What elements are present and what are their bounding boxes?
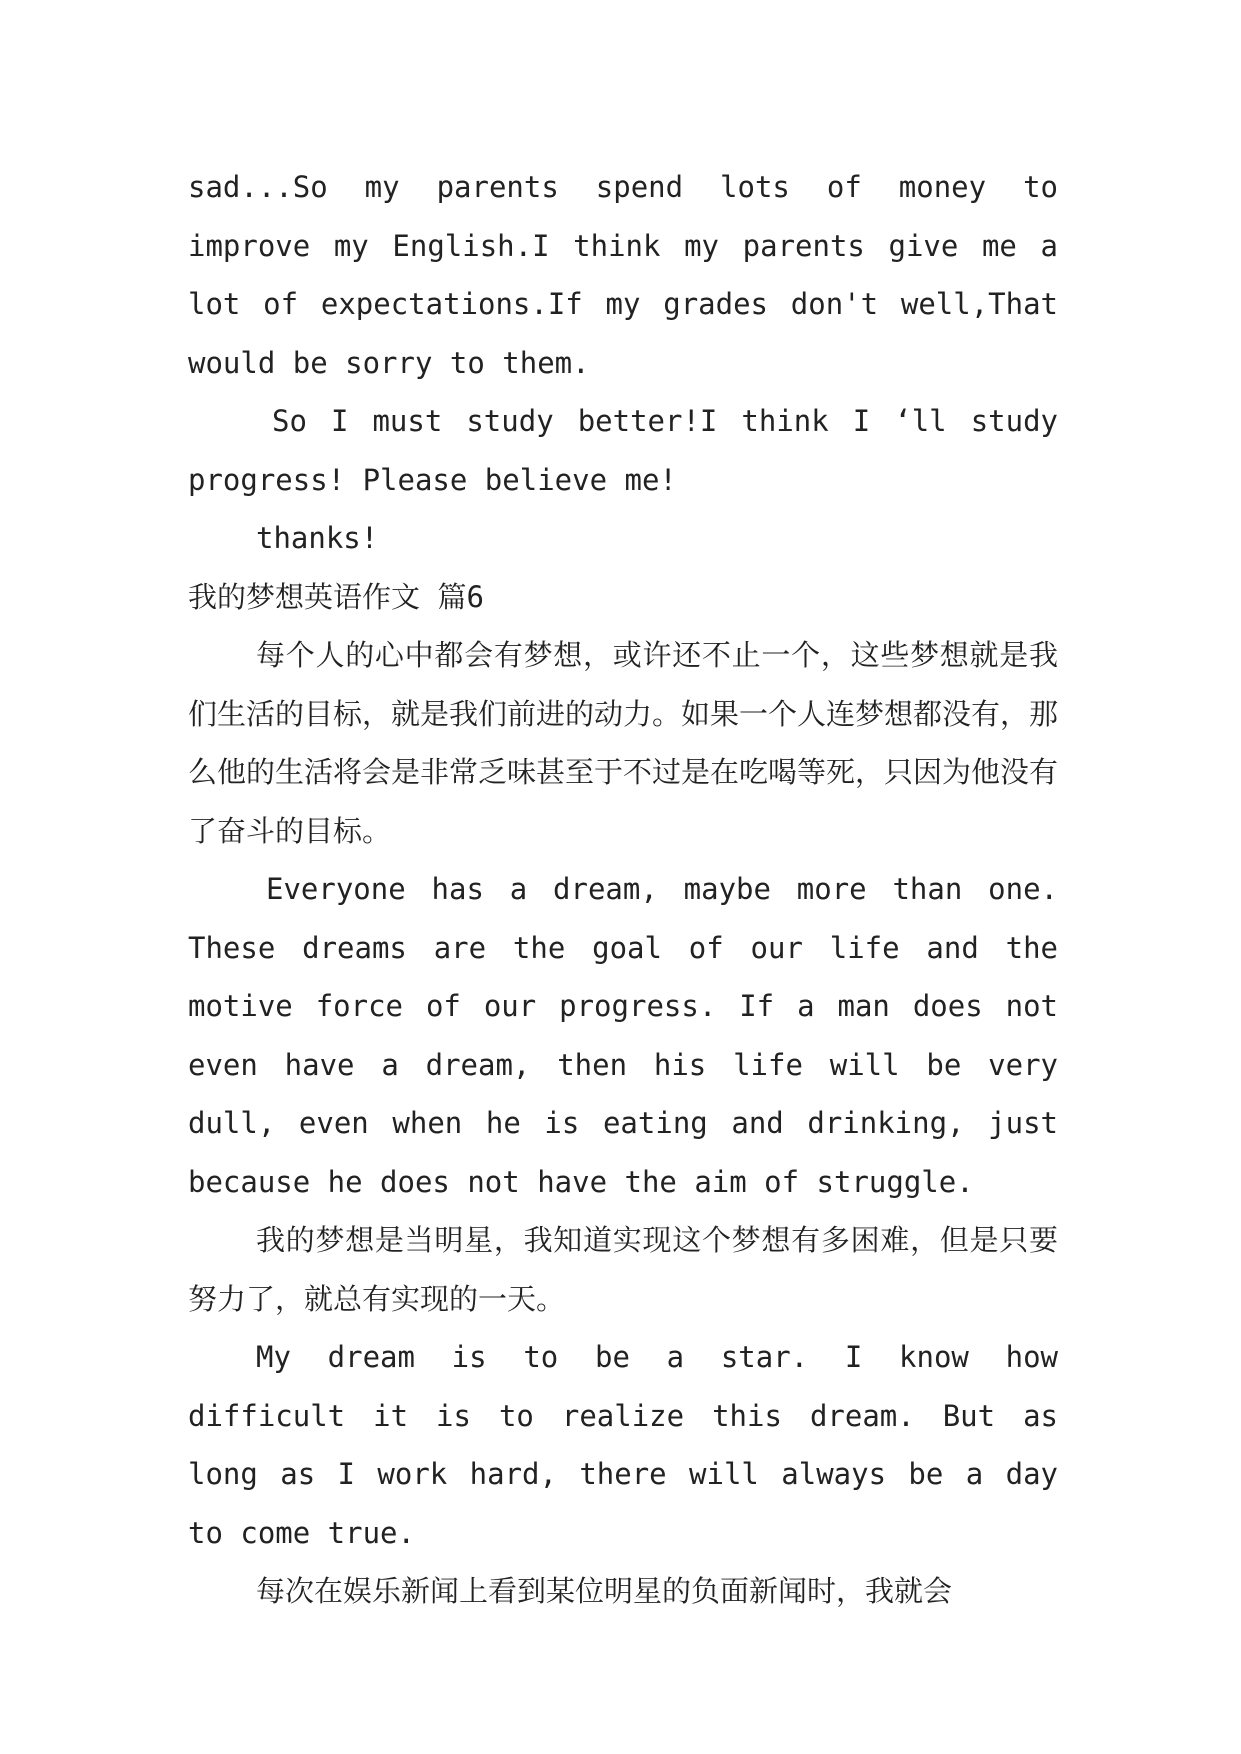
section-heading: 我的梦想英语作文 篇6 xyxy=(188,579,484,614)
document-page xyxy=(188,158,1058,1621)
paragraph-chinese-2: 我的梦想是当明星，我知道实现这个梦想有多困难，但是只要努力了，就总有实现的一天。 xyxy=(188,1223,1058,1316)
paragraph-english-2: So I must study better!I think I ‘ll study progress! Please believe me! xyxy=(188,404,1058,497)
paragraph-thanks: thanks! xyxy=(256,521,379,555)
paragraph-chinese-1: 每个人的心中都会有梦想，或许还不止一个，这些梦想就是我们生活的目标，就是我们前进的动力。如果一个人连梦想都没有，那么他的生活将会是非常乏味甚至于不过是在吃喝等死，只因为他没有了奋斗的目标。 xyxy=(188,638,1059,848)
paragraph-english-1: sad...So my parents spend lots of money to improve my English.I think my parents give me a lot of expectations.If my grades don't well,That would be sorry to them. xyxy=(188,170,1058,380)
paragraph-english-3: Everyone has a dream, maybe more than one. These dreams are the goal of our life and the motive force of our progress. If a man does not even have a dream, then his life will be very dull, even when he is eating and drinking, just because he does not have the aim of struggle. xyxy=(188,872,1058,1199)
paragraph-english-4: My dream is to be a star. I know how difficult it is to realize this dream. But as long as I work hard, there will always be a day to come true. xyxy=(188,1340,1058,1550)
paragraph-chinese-3: 每次在娱乐新闻上看到某位明星的负面新闻时，我就会 xyxy=(256,1574,953,1608)
